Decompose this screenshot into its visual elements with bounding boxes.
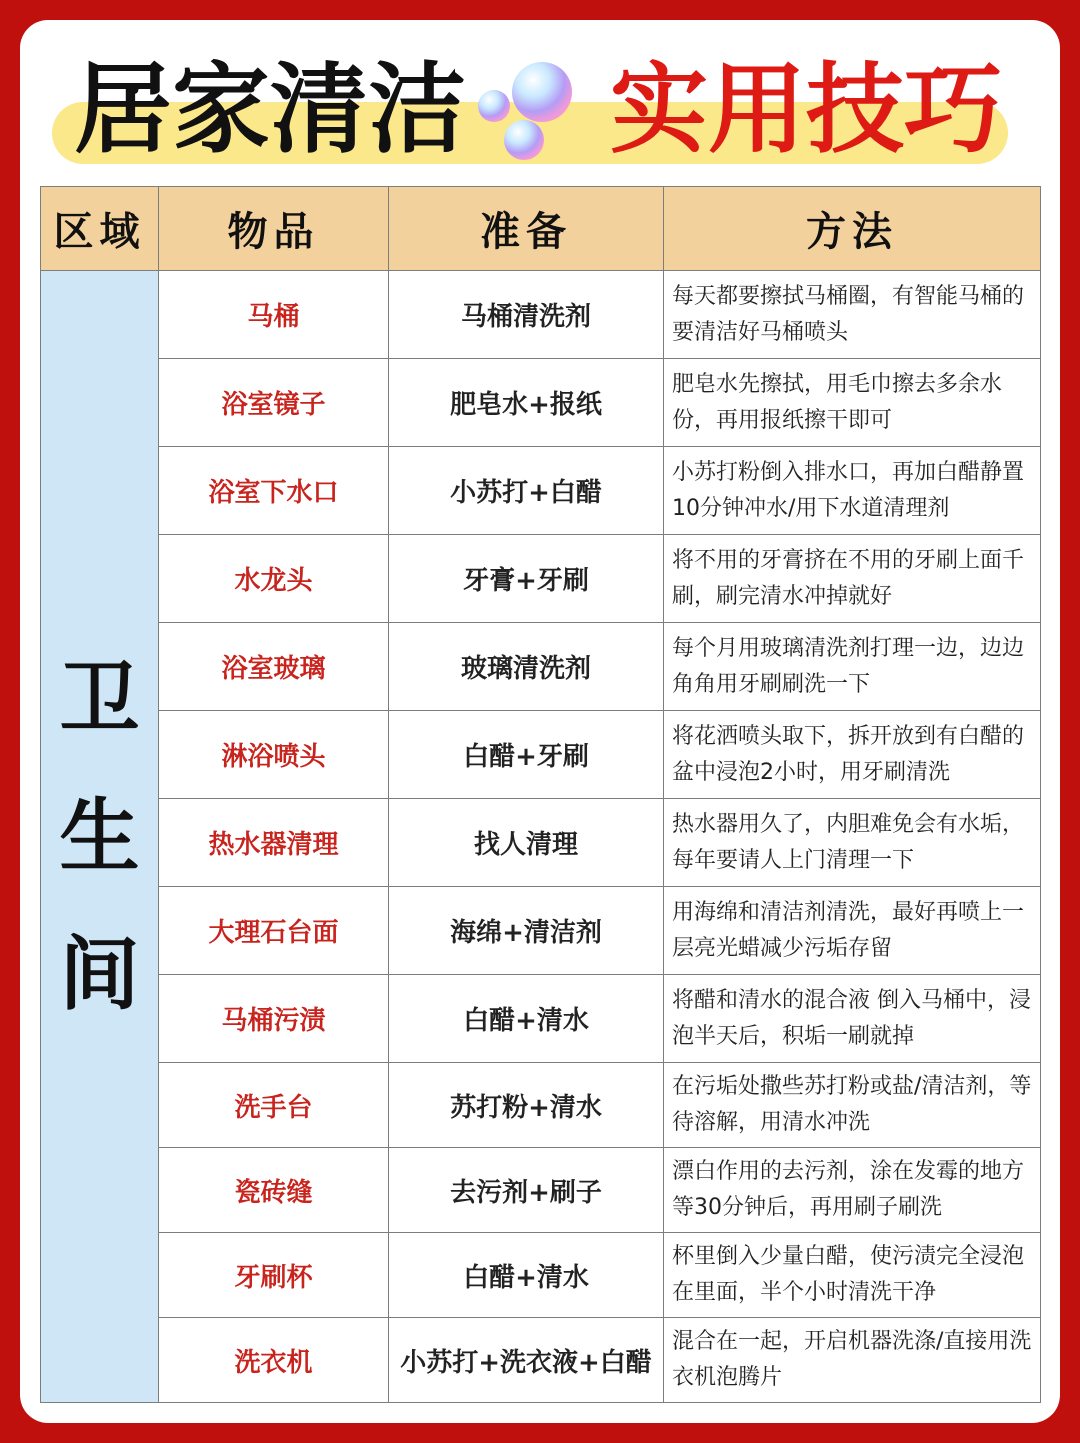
item-cell: 浴室下水口 — [159, 447, 389, 535]
prep-cell: 小苏打+白醋 — [389, 447, 664, 535]
table-row — [41, 447, 1041, 535]
prep-cell: 海绵+清洁剂 — [389, 887, 664, 975]
method-cell: 热水器用久了，内胆难免会有水垢，每年要请人上门清理一下 — [664, 799, 1041, 887]
item-cell: 马桶 — [159, 271, 389, 359]
header-item: 物品 — [159, 187, 389, 271]
prep-cell: 苏打粉+清水 — [389, 1063, 664, 1148]
table-row — [41, 535, 1041, 623]
prep-cell: 去污剂+刷子 — [389, 1148, 664, 1233]
method-cell: 杯里倒入少量白醋，使污渍完全浸泡在里面，半个小时清洗干净 — [664, 1233, 1041, 1318]
table-row — [41, 887, 1041, 975]
prep-cell: 肥皂水+报纸 — [389, 359, 664, 447]
item-cell: 淋浴喷头 — [159, 711, 389, 799]
method-cell: 小苏打粉倒入排水口，再加白醋静置10分钟冲水/用下水道清理剂 — [664, 447, 1041, 535]
zone-label: 卫生间 — [59, 651, 140, 1021]
method-cell: 每个月用玻璃清洗剂打理一边，边边角角用牙刷刷洗一下 — [664, 623, 1041, 711]
item-cell: 洗手台 — [159, 1063, 389, 1148]
title-right-text: 实用技巧 — [610, 53, 1003, 167]
method-cell: 漂白作用的去污剂，涂在发霉的地方等30分钟后，再用刷子刷洗 — [664, 1148, 1041, 1233]
table-row — [41, 1233, 1041, 1318]
table-row — [41, 271, 1041, 359]
item-cell: 马桶污渍 — [159, 975, 389, 1063]
item-cell: 瓷砖缝 — [159, 1148, 389, 1233]
item-cell: 牙刷杯 — [159, 1233, 389, 1318]
title-banner — [40, 44, 1020, 172]
method-cell: 混合在一起，开启机器洗涤/直接用洗衣机泡腾片 — [664, 1318, 1041, 1403]
title-left-text: 居家清洁 — [74, 53, 467, 167]
method-cell: 每天都要擦拭马桶圈，有智能马桶的要清洁好马桶喷头 — [664, 271, 1041, 359]
zone-cell — [41, 271, 159, 1403]
table-row — [41, 623, 1041, 711]
table-row — [41, 1318, 1041, 1403]
item-cell: 热水器清理 — [159, 799, 389, 887]
method-cell: 在污垢处撒些苏打粉或盐/清洁剂，等待溶解，用清水冲洗 — [664, 1063, 1041, 1148]
cleaning-tips-table — [40, 186, 1041, 1403]
prep-cell: 白醋+牙刷 — [389, 711, 664, 799]
header-method: 方法 — [664, 187, 1041, 271]
header-preparation: 准备 — [389, 187, 664, 271]
prep-cell: 马桶清洗剂 — [389, 271, 664, 359]
table-row — [41, 799, 1041, 887]
table-row — [41, 359, 1041, 447]
table-row — [41, 711, 1041, 799]
prep-cell: 白醋+清水 — [389, 1233, 664, 1318]
prep-cell: 白醋+清水 — [389, 975, 664, 1063]
method-cell: 将不用的牙膏挤在不用的牙刷上面千刷，刷完清水冲掉就好 — [664, 535, 1041, 623]
soap-bubbles-icon — [472, 54, 582, 164]
table-row — [41, 1063, 1041, 1148]
table-row — [41, 975, 1041, 1063]
prep-cell: 找人清理 — [389, 799, 664, 887]
method-cell: 将醋和清水的混合液 倒入马桶中，浸泡半天后，积垢一刷就掉 — [664, 975, 1041, 1063]
method-cell: 用海绵和清洁剂清洗，最好再喷上一层亮光蜡减少污垢存留 — [664, 887, 1041, 975]
prep-cell: 牙膏+牙刷 — [389, 535, 664, 623]
item-cell: 洗衣机 — [159, 1318, 389, 1403]
table-header-row — [41, 187, 1041, 271]
method-cell: 将花洒喷头取下，拆开放到有白醋的盆中浸泡2小时，用牙刷清洗 — [664, 711, 1041, 799]
table-row — [41, 1148, 1041, 1233]
item-cell: 浴室镜子 — [159, 359, 389, 447]
header-zone: 区域 — [41, 187, 159, 271]
method-cell: 肥皂水先擦拭，用毛巾擦去多余水份，再用报纸擦干即可 — [664, 359, 1041, 447]
prep-cell: 小苏打+洗衣液+白醋 — [389, 1318, 664, 1403]
item-cell: 水龙头 — [159, 535, 389, 623]
item-cell: 浴室玻璃 — [159, 623, 389, 711]
item-cell: 大理石台面 — [159, 887, 389, 975]
prep-cell: 玻璃清洗剂 — [389, 623, 664, 711]
